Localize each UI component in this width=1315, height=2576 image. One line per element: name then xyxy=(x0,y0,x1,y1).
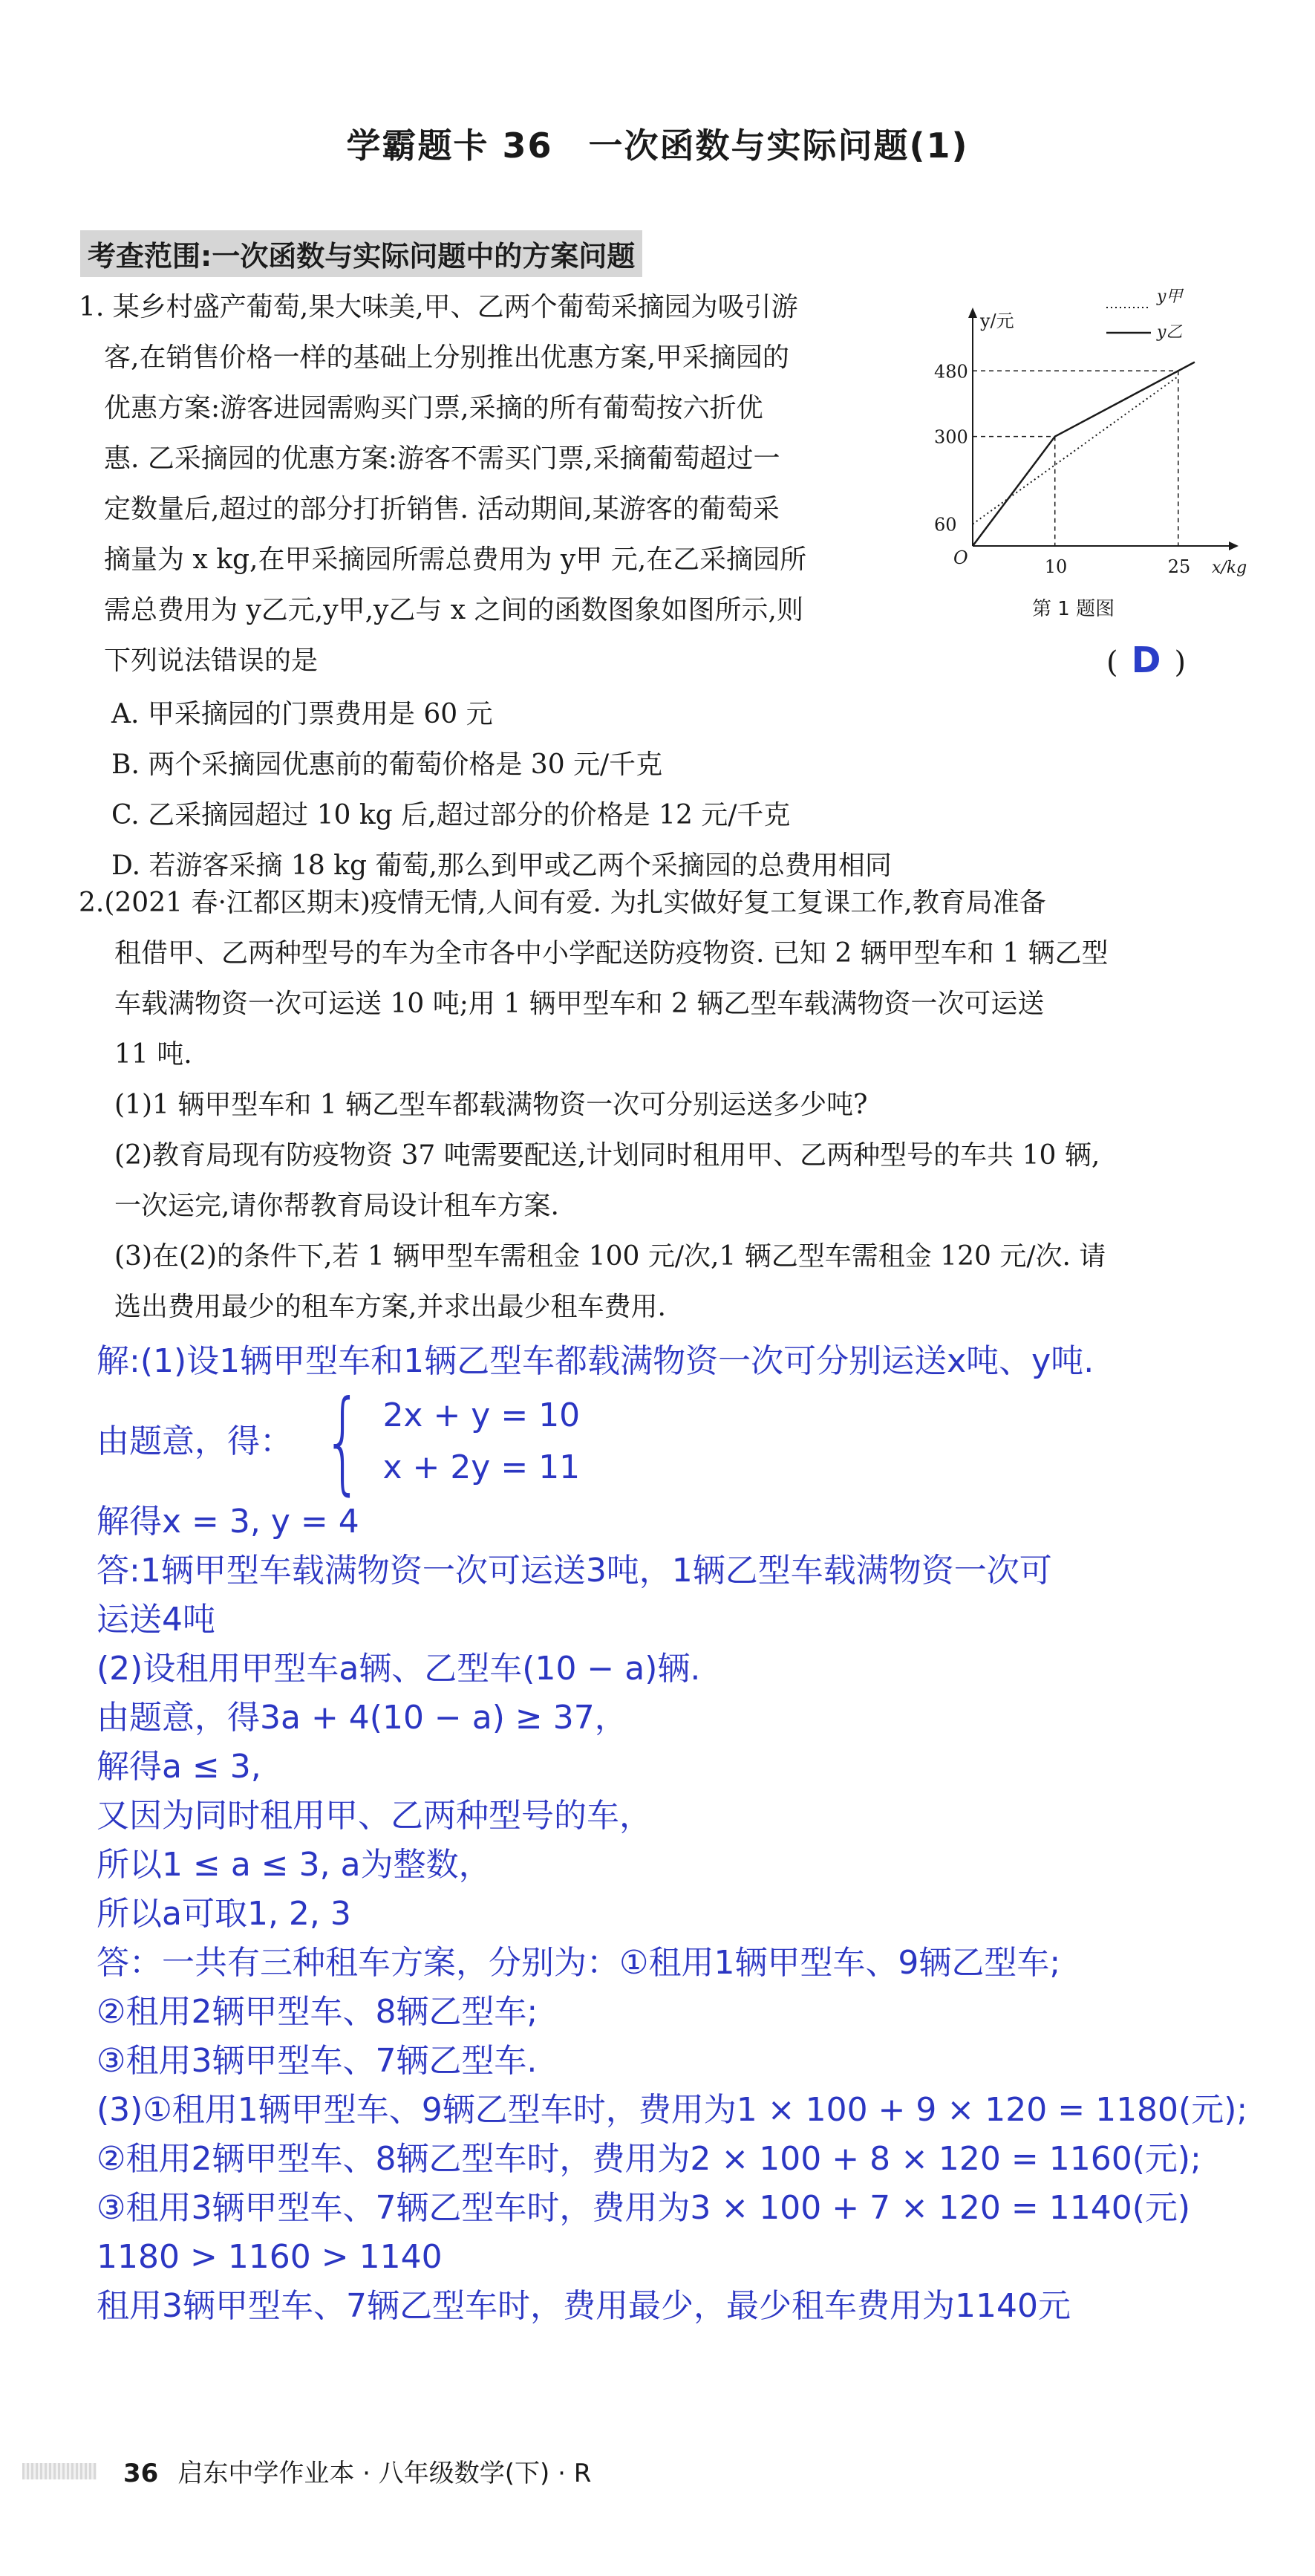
q2-sub3: (3)在(2)的条件下,若 1 辆甲型车需租金 100 元/次,1 辆乙型车需租金 120 元/次. 请 xyxy=(114,1241,1106,1272)
q2-sub3-cont: 选出费用最少的租车方案,并求出最少租车费用. xyxy=(114,1292,666,1322)
q2-line: 2.(2021 春·江都区期末)疫情无情,人间有爱. 为扎实做好复工复课工作,教育局准备 xyxy=(79,888,1046,918)
q2-sub1: (1)1 辆甲型车和 1 辆乙型车都载满物资一次可分别运送多少吨? xyxy=(114,1090,868,1120)
y-axis-arrow-icon xyxy=(968,308,977,318)
handwritten-solution xyxy=(97,1337,1299,2331)
series-y-yi xyxy=(973,362,1195,547)
option-b: B. 两个采摘园优惠前的葡萄价格是 30 元/千克 xyxy=(111,749,663,780)
figure-caption: 第 1 题图 xyxy=(1032,598,1115,620)
solution-line: 解得a ≤ 3, xyxy=(97,1748,261,1786)
option-a: A. 甲采摘园的门票费用是 60 元 xyxy=(111,699,493,729)
x-axis-arrow-icon xyxy=(1229,541,1239,550)
equation-2: x + 2y = 11 xyxy=(382,1448,581,1486)
solution-line: 解:(1)设1辆甲型车和1辆乙型车都载满物资一次可分别运送x吨、y吨. xyxy=(97,1342,1094,1380)
brace-icon: { xyxy=(323,1377,362,1506)
solution-line: 又因为同时租用甲、乙两种型号的车， xyxy=(97,1797,652,1835)
solution-line: 答:1辆甲型车载满物资一次可运送3吨，1辆乙型车载满物资一次可 xyxy=(97,1552,1052,1590)
solution-line: 租用3辆甲型车、7辆乙型车时，费用最少，最少租车费用为1140元 xyxy=(97,2287,1071,2325)
function-graph xyxy=(921,275,1247,661)
solution-line: 由题意，得： xyxy=(97,1422,293,1460)
solution-line: (2)设租用甲型车a辆、乙型车(10 − a)辆. xyxy=(97,1650,701,1688)
solution-line: ③租用3辆甲型车、7辆乙型车. xyxy=(97,2042,538,2080)
q2-line: 11 吨. xyxy=(114,1039,192,1070)
question-2 xyxy=(79,878,1267,1333)
q2-sub2: (2)教育局现有防疫物资 37 吨需要配送,计划同时租用甲、乙两种型号的车共 10 辆, xyxy=(114,1140,1100,1171)
q1-line: 客,在销售价格一样的基础上分别推出优惠方案,甲采摘园的 xyxy=(104,342,789,373)
answer-open: ( xyxy=(1106,645,1118,680)
solution-line: 答：一共有三种租车方案，分别为：①租用1辆甲型车、9辆乙型车; xyxy=(97,1944,1061,1982)
q2-line: 租借甲、乙两种型号的车为全市各中小学配送防疫物资. 已知 2 辆甲型车和 1 辆乙型 xyxy=(114,938,1109,969)
q1-line: 摘量为 x kg,在甲采摘园所需总费用为 y甲 元,在乙采摘园所 xyxy=(104,544,807,575)
scope-banner: 考查范围:一次函数与实际问题中的方案问题 xyxy=(80,230,642,277)
solution-line: ②租用2辆甲型车、8辆乙型车时，费用为2 × 100 + 8 × 120 = 1160(元); xyxy=(97,2140,1201,2178)
barcode-strip xyxy=(22,2463,97,2479)
solution-line: 所以a可取1, 2, 3 xyxy=(97,1895,351,1933)
q1-options xyxy=(111,689,892,891)
q1-line: 下列说法错误的是 xyxy=(104,645,319,676)
q2-sub2-cont: 一次运完,请你帮教育局设计租车方案. xyxy=(114,1191,559,1221)
q1-line: 需总费用为 y乙元,y甲,y乙与 x 之间的函数图象如图所示,则 xyxy=(104,595,803,625)
origin-label: O xyxy=(953,547,968,568)
solution-line: ③租用3辆甲型车、7辆乙型车时，费用为3 × 100 + 7 × 120 = 1140(元) xyxy=(97,2189,1191,2227)
book-title: 启东中学作业本 · 八年级数学(下) · R xyxy=(177,2459,592,2488)
q2-line: 车载满物资一次可运送 10 吨;用 1 辆甲型车和 2 辆乙型车载满物资一次可运送 xyxy=(114,989,1045,1019)
solution-line: 运送4吨 xyxy=(97,1601,215,1639)
y-axis-label: y/元 xyxy=(980,310,1014,331)
x-axis-label: x/kg xyxy=(1212,559,1247,577)
page-number: 36 xyxy=(123,2459,159,2488)
legend-label-yi: y乙 xyxy=(1157,323,1183,342)
q1-line: 定数量后,超过的部分打折销售. 活动期间,某游客的葡萄采 xyxy=(104,494,780,524)
q1-line: 1. 某乡村盛产葡萄,果大味美,甲、乙两个葡萄采摘园为吸引游 xyxy=(79,292,798,322)
solution-line: 解得x = 3, y = 4 xyxy=(97,1503,359,1541)
solution-line: 1180 > 1160 > 1140 xyxy=(97,2238,443,2276)
page-title: 学霸题卡 36 一次函数与实际问题(1) xyxy=(346,126,969,166)
page-footer xyxy=(0,2450,1315,2494)
y-tick-label: 300 xyxy=(934,426,968,448)
series-y-jia xyxy=(973,377,1178,524)
y-tick-label: 480 xyxy=(934,361,968,383)
y-tick-label: 60 xyxy=(934,514,957,536)
option-c: C. 乙采摘园超过 10 kg 后,超过部分的价格是 12 元/千克 xyxy=(111,800,791,830)
solution-line: ②租用2辆甲型车、8辆乙型车; xyxy=(97,1993,538,2031)
x-tick-label: 25 xyxy=(1167,556,1191,577)
answer-choice: D xyxy=(1131,640,1161,681)
solution-line: 所以1 ≤ a ≤ 3, a为整数， xyxy=(97,1846,492,1884)
option-d: D. 若游客采摘 18 kg 葡萄,那么到甲或乙两个采摘园的总费用相同 xyxy=(111,850,892,881)
solution-line: 由题意，得3a + 4(10 − a) ≥ 37， xyxy=(97,1699,627,1737)
answer-close: ) xyxy=(1174,645,1187,680)
equation-1: 2x + y = 10 xyxy=(382,1396,581,1434)
question-1 xyxy=(79,282,903,686)
solution-line: (3)①租用1辆甲型车、9辆乙型车时，费用为1 × 100 + 9 × 120 = 1180(元); xyxy=(97,2091,1248,2129)
legend-label-jia: y甲 xyxy=(1157,287,1183,306)
q1-line: 惠. 乙采摘园的优惠方案:游客不需买门票,采摘葡萄超过一 xyxy=(104,443,780,474)
equation-system xyxy=(97,1377,1299,1506)
q1-line: 优惠方案:游客进园需购买门票,采摘的所有葡萄按六折优 xyxy=(104,393,763,423)
x-tick-label: 10 xyxy=(1044,556,1068,577)
